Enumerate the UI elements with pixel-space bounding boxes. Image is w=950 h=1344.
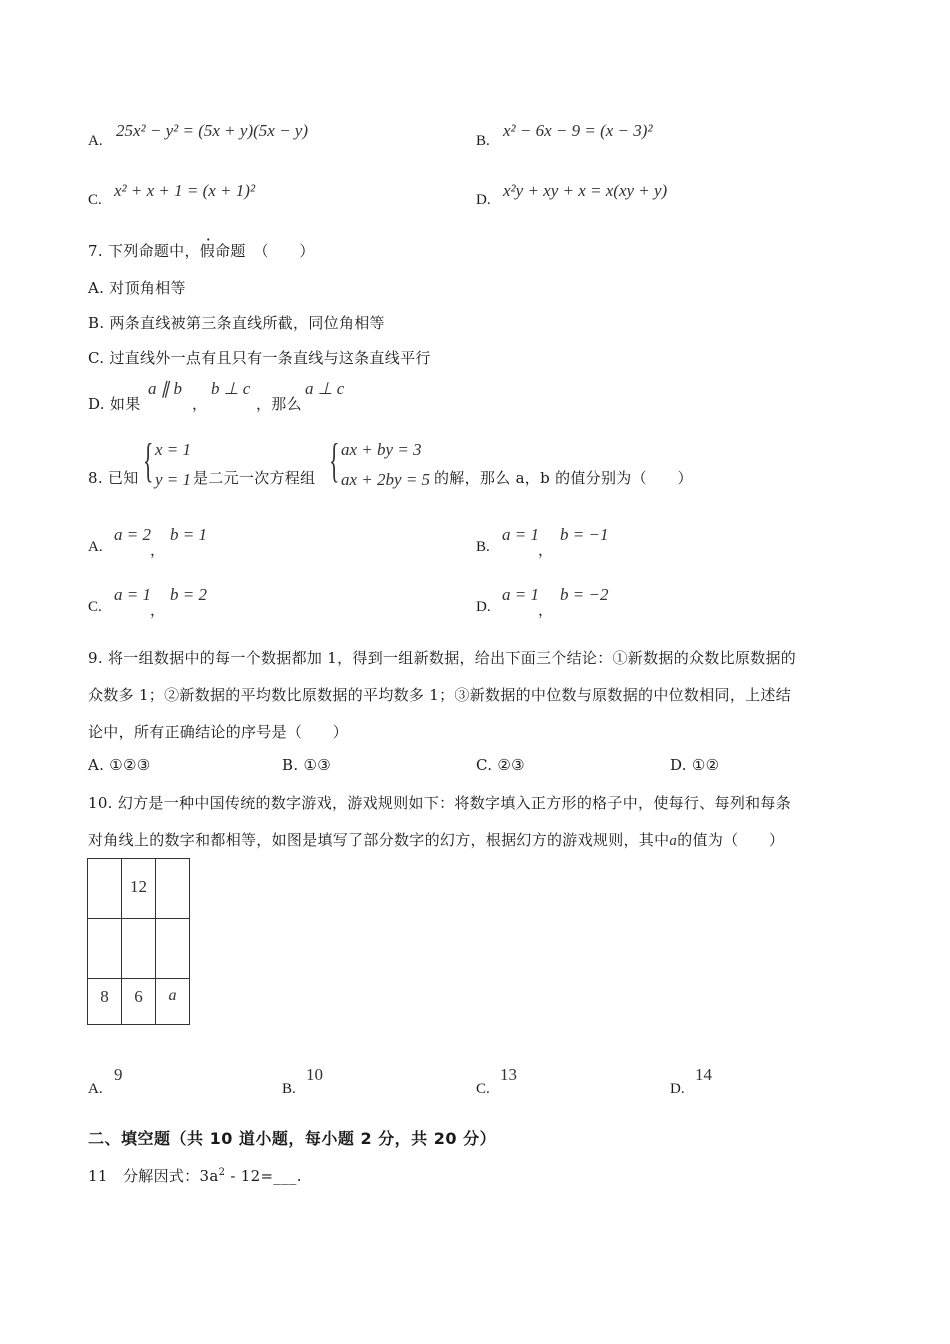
magic-cell: 8 <box>88 979 122 1025</box>
q8-option-c-math-2: b = 2 <box>170 585 207 604</box>
q7-option-d-sep-1: ， <box>192 395 208 413</box>
q11-stem-post: - 12=___. <box>225 1167 302 1185</box>
q10-option-c-value: 13 <box>500 1065 517 1084</box>
q6-option-b-label[interactable]: B. <box>476 133 490 149</box>
q11-exponent: 2 <box>218 1167 226 1178</box>
q7-option-d-math-3: a ⊥ c <box>305 379 345 398</box>
q7-stem-pre: 7. 下列命题中， <box>88 242 200 260</box>
q8-option-a-math-2: b = 1 <box>170 525 207 544</box>
q6-option-c-expr: x² + x + 1 = (x + 1)² <box>114 181 256 200</box>
q10-stem-line-2-post: 的值为（ ） <box>677 831 785 849</box>
q8-option-d-math-1: a = 1 <box>502 585 539 604</box>
q8-option-a-comma: ， <box>150 541 166 559</box>
q10-option-a-value: 9 <box>114 1065 123 1084</box>
q10-stem-var-a: a <box>669 833 678 849</box>
q6-option-b-expr: x² − 6x − 9 = (x − 3)² <box>503 121 653 140</box>
q7-option-c[interactable]: C. 过直线外一点有且只有一条直线与这条直线平行 <box>88 349 431 367</box>
q6-option-a-label[interactable]: A. <box>88 133 103 149</box>
q10-option-c-label[interactable]: C. <box>476 1081 490 1097</box>
q6-option-a-expr: 25x² − y² = (5x + y)(5x − y) <box>116 121 308 140</box>
magic-square-grid <box>87 858 190 1025</box>
q8-stem-pre: 8. 已知 <box>88 469 139 487</box>
magic-cell <box>156 859 190 919</box>
q7-stem-post: 命题 （ ） <box>215 242 315 260</box>
q8-option-b-comma: ， <box>538 541 554 559</box>
q8-stem-post: 的解，那么 a，b 的值分别为（ ） <box>434 469 693 487</box>
q11-stem-pre: 11 分解因式：3a <box>88 1167 219 1185</box>
q8-option-b-math-2: b = −1 <box>560 525 609 544</box>
q7-option-d[interactable]: D. 如果 <box>88 395 141 413</box>
q7-option-d-math-1: a ∥ b <box>148 379 182 398</box>
magic-cell: 12 <box>122 859 156 919</box>
q10-stem-line-2 <box>88 829 784 850</box>
q6-option-d-expr: x²y + xy + x = x(xy + y) <box>503 181 668 200</box>
q8-option-d-comma: ， <box>538 601 554 619</box>
q10-stem-line-1: 10. 幻方是一种中国传统的数字游戏，游戏规则如下：将数字填入正方形的格子中，使每行、每列和每条 <box>88 794 792 812</box>
q10-option-d-label[interactable]: D. <box>670 1081 685 1097</box>
q7-option-b[interactable]: B. 两条直线被第三条直线所截，同位角相等 <box>88 314 385 332</box>
q7-option-a[interactable]: A. 对顶角相等 <box>88 279 186 297</box>
q8-option-c-math-1: a = 1 <box>114 585 151 604</box>
magic-cell <box>122 919 156 979</box>
q10-option-d-value: 14 <box>695 1065 712 1084</box>
q7-stem-emphasis: 假 <box>199 242 216 260</box>
q10-option-b-value: 10 <box>306 1065 323 1084</box>
q8-brace-1: { <box>143 434 154 487</box>
q8-system1-line2: y = 1 <box>155 470 192 489</box>
q8-system2-line1: ax + by = 3 <box>341 440 422 459</box>
q8-system1-line1: x = 1 <box>155 440 192 459</box>
q11-stem <box>88 1165 302 1186</box>
q8-option-c-label[interactable]: C. <box>88 599 102 615</box>
q8-option-c-comma: ， <box>150 601 166 619</box>
magic-cell <box>88 919 122 979</box>
q9-stem-line-3: 论中，所有正确结论的序号是（ ） <box>88 723 349 741</box>
q9-option-d[interactable]: D. ①② <box>670 756 720 774</box>
magic-cell: a <box>156 979 190 1025</box>
q8-option-a-math-1: a = 2 <box>114 525 151 544</box>
q8-option-a-label[interactable]: A. <box>88 539 103 555</box>
q6-option-c-label[interactable]: C. <box>88 192 102 208</box>
magic-cell: 6 <box>122 979 156 1025</box>
q7-stem <box>88 240 315 261</box>
q9-stem-line-1: 9. 将一组数据中的每一个数据都加 1，得到一组新数据，给出下面三个结论：①新数据的众数比原数据的 <box>88 649 797 667</box>
q10-stem-line-2-pre: 对角线上的数字和都相等，如图是填写了部分数字的幻方，根据幻方的游戏规则，其中 <box>88 831 670 849</box>
q7-option-d-math-2: b ⊥ c <box>211 379 251 398</box>
section-heading: 二、填空题（共 10 道小题，每小题 2 分，共 20 分） <box>88 1129 497 1148</box>
q8-option-b-label[interactable]: B. <box>476 539 490 555</box>
magic-cell <box>88 859 122 919</box>
q10-option-a-label[interactable]: A. <box>88 1081 103 1097</box>
q9-option-c[interactable]: C. ②③ <box>476 756 525 774</box>
q7-option-d-sep-2: ，那么 <box>256 395 302 413</box>
q8-stem-mid: 是二元一次方程组 <box>193 469 316 487</box>
q8-brace-2: { <box>329 434 340 487</box>
q9-option-a[interactable]: A. ①②③ <box>88 756 151 774</box>
q8-option-b-math-1: a = 1 <box>502 525 539 544</box>
q9-stem-line-2: 众数多 1；②新数据的平均数比原数据的平均数多 1；③新数据的中位数与原数据的中位数相同，上述结 <box>88 686 792 704</box>
q9-option-b[interactable]: B. ①③ <box>282 756 331 774</box>
q8-option-d-label[interactable]: D. <box>476 599 491 615</box>
magic-cell <box>156 919 190 979</box>
q8-system2-line2: ax + 2by = 5 <box>341 470 431 489</box>
q10-option-b-label[interactable]: B. <box>282 1081 296 1097</box>
q6-option-d-label[interactable]: D. <box>476 192 491 208</box>
q8-option-d-math-2: b = −2 <box>560 585 609 604</box>
